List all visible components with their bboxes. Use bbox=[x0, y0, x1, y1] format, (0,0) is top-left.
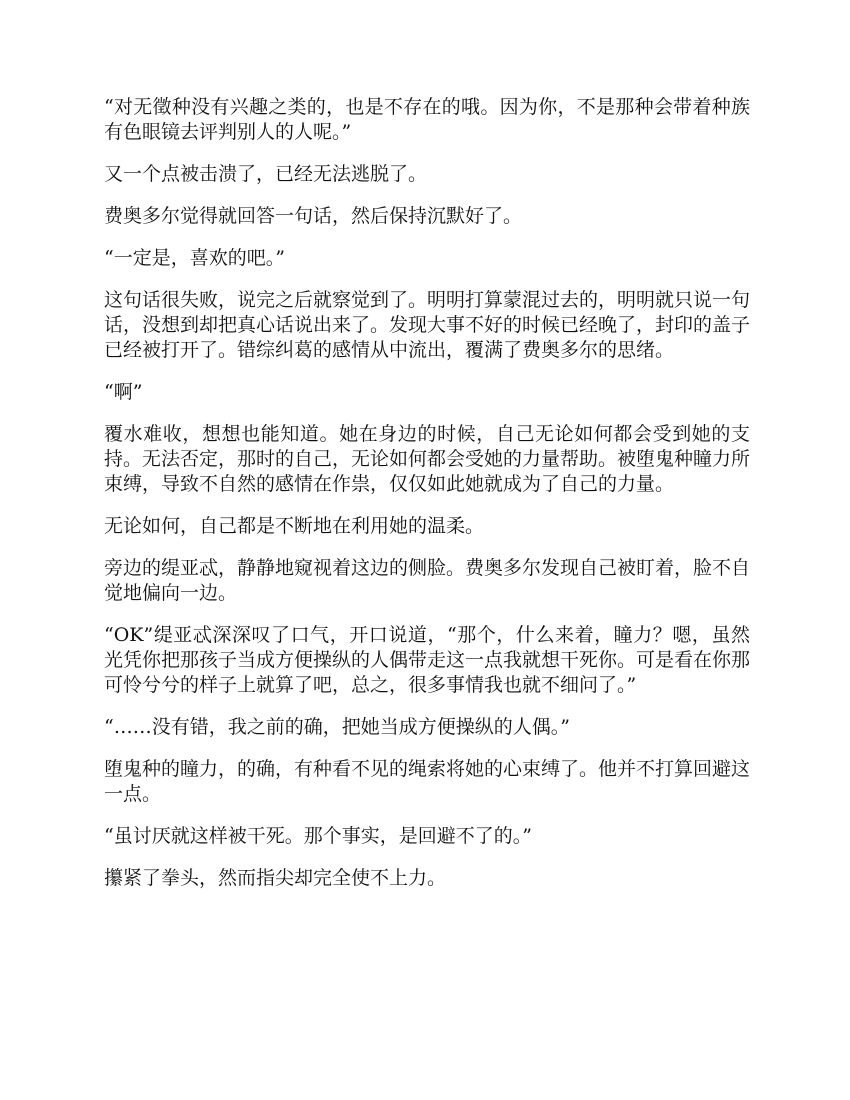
paragraph-2: 又一个点被击溃了，已经无法逃脱了。 bbox=[104, 163, 428, 185]
paragraph-13: “虽讨厌就这样被干死。那个事实，是回避不了的。” bbox=[104, 825, 532, 847]
paragraph-8: 无论如何，自己都是不断地在利用她的温柔。 bbox=[104, 515, 485, 537]
paragraph-5: 这句话很失败，说完之后就察觉到了。明明打算蒙混过去的，明明就只说一句话，没想到却把真心话说出来了。发现大事不好的时候已经晚了，封印的盖子已经被打开了。错综纠葛的感情从中流出，覆满了费奥多尔的思绪。 bbox=[104, 289, 751, 361]
paragraph-3: 费奥多尔觉得就回答一句话，然后保持沉默好了。 bbox=[104, 205, 523, 227]
paragraph-1: “对无徵种没有兴趣之类的，也是不存在的哦。因为你，不是那种会带着种族有色眼镜去评判别人的人呢。” bbox=[104, 96, 750, 143]
paragraph-12: 堕鬼种的瞳力，的确，有种看不见的绳索将她的心束缚了。他并不打算回避这一点。 bbox=[104, 758, 751, 805]
document-page bbox=[104, 95, 750, 908]
paragraph-9: 旁边的缇亚忒，静静地窥视着这边的侧脸。费奥多尔发现自己被盯着，脸不自觉地偏向一边。 bbox=[104, 557, 751, 604]
paragraph-6: “啊” bbox=[104, 381, 143, 403]
paragraph-10: “OK”缇亚忒深深叹了口气，开口说道，“那个，什么来着，瞳力？嗯，虽然光凭你把那孩子当成方便操纵的人偶带走这一点我就想干死你。可是看在你那可怜兮兮的样子上就算了吧，总之，很多事情我也就不细问了。” bbox=[104, 624, 751, 696]
paragraph-14: 攥紧了拳头，然而指尖却完全使不上力。 bbox=[104, 867, 447, 889]
paragraph-4: “一定是，喜欢的吧。” bbox=[104, 247, 285, 269]
paragraph-11: “……没有错，我之前的确，把她当成方便操纵的人偶。” bbox=[104, 716, 570, 738]
paragraph-7: 覆水难收，想想也能知道。她在身边的时候，自己无论如何都会受到她的支持。无法否定，那时的自己，无论如何都会受她的力量帮助。被堕鬼种瞳力所束缚，导致不自然的感情在作祟，仅仅如此她就成为了自己的力量。 bbox=[104, 423, 751, 495]
